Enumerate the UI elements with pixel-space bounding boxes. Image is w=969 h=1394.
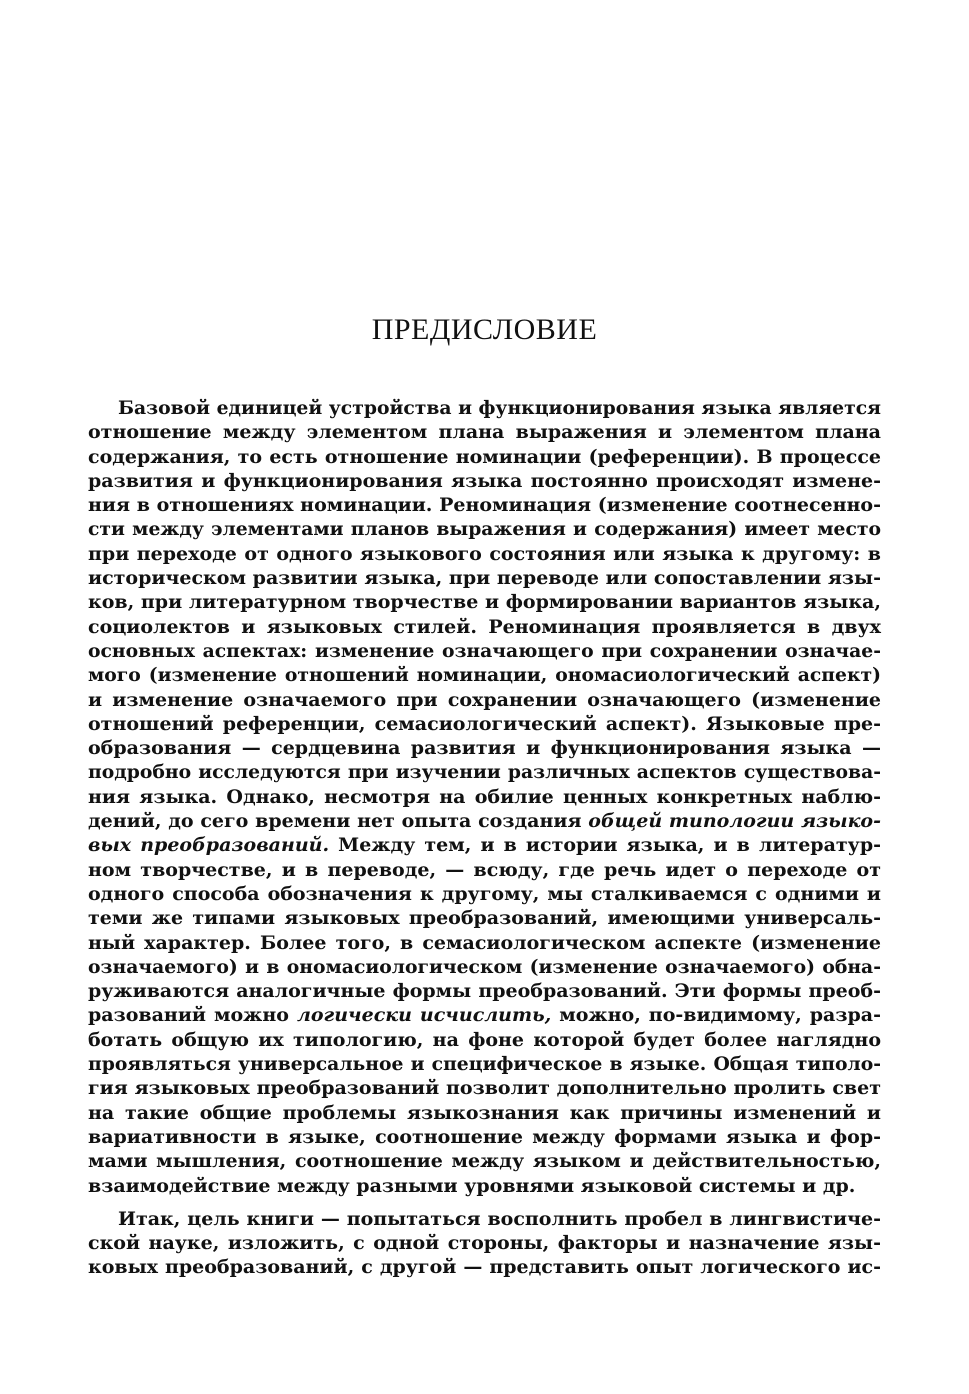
page-title: ПРЕДИСЛОВИЕ [371,313,598,346]
text-line: ный характер. Более того, в семасиологическом аспекте (изменение [88,931,881,954]
text-line: историческом развитии языка, при переводе или сопоставлении язы- [88,567,881,590]
text-line: взаимодействие между разными уровнями языковой системы и др. [88,1174,856,1197]
text-line: теми же типами языковых преобразований, имеющими универсаль- [88,907,881,930]
text-line: проявляться универсальное и специфическое в языке. Общая типоло- [88,1053,881,1076]
text-run: разований можно [88,1004,297,1027]
text-line [88,1003,881,1027]
paragraph-gap [88,1198,881,1207]
text-line: мого (изменение отношений номинации, ономасиологический аспект) [88,664,881,687]
text-line [88,809,881,833]
text-line: ковых преобразований, с другой — представить опыт логического ис- [88,1256,881,1279]
text-line: вариативности в языке, соотношение между формами языка и фор- [88,1125,881,1148]
text-line: руживаются аналогичные формы преобразований. Эти формы преоб- [88,980,881,1003]
italic-term: вых преобразований. [88,834,330,857]
text-line: одного способа обозначения к другому, мы сталкиваемся с одними и [88,882,881,905]
text-line: Базовой единицей устройства и функционирования языка является [118,397,882,419]
text-line: и изменение означаемого при сохранении означающего (изменение [88,688,881,711]
text-line: ской науке, изложить, с одной стороны, факторы и назначение язы- [88,1232,881,1255]
paragraph-1 [88,396,881,1198]
text-line: отношений референции, семасиологический аспект). Языковые пре- [88,712,881,735]
text-line: ков, при литературном творчестве и формировании вариантов языка, [88,591,881,614]
text-line [88,833,881,857]
text-line: содержания, то есть отношение номинации (референции). В процессе [88,445,881,468]
text-run: Между тем, и в истории языка, и в литератур- [329,834,882,857]
text-line: гия языковых преобразований позволит дополнительно пролить свет [88,1077,881,1100]
text-line: отношение между элементом плана выражения и элементом плана [88,421,881,444]
text-line: социолектов и языковых стилей. Реноминация проявляется в двух [88,615,881,638]
text-line: мами мышления, соотношение между языком и действительностью, [88,1150,881,1173]
paragraph-2 [88,1207,881,1280]
text-line: основных аспектах: изменение означающего при сохранении означае- [88,639,881,662]
text-line: ном творчестве, и в переводе, — всюду, где речь идет о переходе от [88,858,881,881]
text-line: означаемого) и в ономасиологическом (изменение означаемого) обна- [88,955,881,978]
text-run: можно, по-видимому, разра- [551,1004,881,1027]
preface-body [88,396,881,1280]
text-line: на такие общие проблемы языкознания как причины изменений и [88,1101,881,1124]
italic-term: логически исчислить, [296,1004,552,1027]
text-line: сти между элементами планов выражения и содержания) имеет место [88,518,881,541]
text-line: при переходе от одного языкового состояния или языка к другому: в [88,542,881,565]
text-line: подробно исследуются при изучении различных аспектов существова- [88,761,881,784]
text-line: развития и функционирования языка постоянно происходят измене- [88,469,881,492]
text-run: дений, до сего времени нет опыта создания [88,810,589,833]
text-line: ния языка. Однако, несмотря на обилие ценных конкретных наблю- [88,785,881,808]
text-line: Итак, цель книги — попытаться восполнить пробел в лингвистиче- [118,1207,881,1230]
italic-term: общей типологии языко- [588,810,881,833]
text-line: ботать общую их типологию, на фоне которой будет более наглядно [88,1028,881,1051]
text-line: образования — сердцевина развития и функционирования языка — [88,737,881,760]
text-line: ния в отношениях номинации. Реноминация (изменение соотнесенно- [88,494,881,517]
